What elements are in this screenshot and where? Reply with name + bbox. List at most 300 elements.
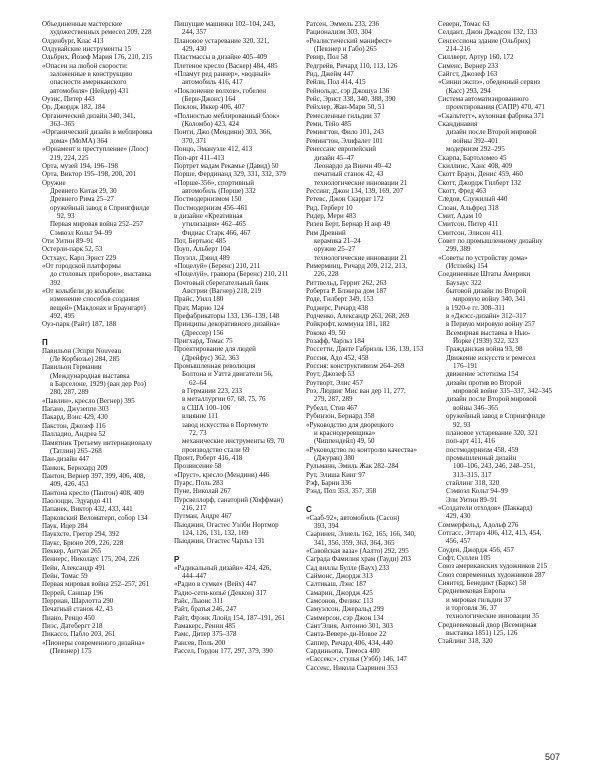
index-subentry: плановое устаревание 320, 321 bbox=[446, 428, 538, 437]
index-entry: Пеннерс, Николаус 175, 204, 226 bbox=[42, 555, 140, 564]
index-entry: Оружие bbox=[42, 178, 66, 187]
index-entry: Сассекс, Никола Сааринен 353 bbox=[306, 663, 398, 672]
index-entry: Пейн, Томас 59 bbox=[42, 572, 88, 580]
index-entry: Парковский Веломатерп, собор 134 bbox=[42, 513, 148, 522]
index-subentry: (Дрейфус) 362, 363 bbox=[182, 353, 240, 362]
index-subentry: (Дрессер) 156 bbox=[182, 328, 224, 337]
index-entry: Рульманн, Эмиль Жак 282–284 bbox=[306, 462, 399, 471]
index-subentry: керамика 21–24 bbox=[314, 236, 361, 245]
index-entry: Рейхлер, Жан-Мари 50, 51 bbox=[306, 103, 385, 112]
index-subentry: 429, 430 bbox=[182, 45, 207, 54]
index-subentry: 370, 371 bbox=[182, 136, 207, 145]
index-subentry: 456, 457 bbox=[446, 537, 471, 546]
index-subentry: 341, 356, 359, 363, 364, 365 bbox=[314, 538, 395, 547]
index-entry: «Поцелуй» (Беренс) 210, 211 bbox=[174, 261, 261, 270]
index-entry: Пиано, Ренцо 450 bbox=[42, 613, 95, 622]
index-column-3 bbox=[306, 20, 430, 748]
index-entry: «Сааб-92», автомобиль (Сасон) bbox=[306, 513, 400, 522]
index-entry: «Пионеры современного дизайна» bbox=[42, 638, 145, 647]
index-subentry: 244, 357 bbox=[182, 28, 207, 37]
index-entry: «Пламут ред раннер», «водный» bbox=[174, 70, 271, 79]
index-entry: Роджерс, Ричард 438 bbox=[306, 303, 369, 312]
index-entry: Порше, Фердинанд 329, 331, 332, 379 bbox=[174, 170, 286, 179]
index-entry: Проектирование для людей bbox=[174, 345, 256, 354]
index-entry: Ор, Джордж 182, 184 bbox=[42, 103, 106, 112]
index-subentry: (Коломбо) 423, 424 bbox=[182, 120, 239, 129]
index-entry: «Радио в сумке» (Вейх) 447 bbox=[174, 580, 257, 589]
index-entry: Поп-арт 411–413 bbox=[174, 153, 225, 162]
section-gap bbox=[174, 546, 298, 551]
index-entry: Пакстон, Джозеф 116 bbox=[42, 421, 106, 430]
index-subentry: Эли Уитни 89–91 bbox=[446, 495, 498, 504]
index-entry: «Реалистический манифест» bbox=[306, 36, 392, 45]
index-entry: Пурсвеллорф, санаторий (Хоффман) bbox=[174, 495, 283, 504]
index-subentry: Древнего Рима 25–27 bbox=[50, 195, 114, 204]
index-subentry: влияние 111 bbox=[182, 412, 219, 421]
index-entry: Паукхсте, Грегор 294, 392 bbox=[42, 530, 119, 539]
index-entry: Пьюджин, Огастес Чарльз 131 bbox=[174, 537, 265, 546]
index-entry: Паукс, Брюно 209, 226, 228 bbox=[42, 538, 124, 547]
index-entry: Средневековый двор (Всемирная bbox=[438, 620, 537, 629]
section-letter: Р bbox=[174, 554, 180, 564]
index-entry: Рейс, Эрнст 338, 340, 388, 390 bbox=[306, 95, 396, 104]
index-entry: Сименс, Вернер 233 bbox=[438, 61, 499, 70]
index-subentry: автомобиля» (Нейдер) 431 bbox=[50, 86, 129, 95]
index-entry: Павильон Германии bbox=[42, 363, 102, 372]
index-entry: «От городской платформы bbox=[42, 261, 121, 270]
index-entry: Сиянтед, Бенедикт (Баркс) 58 bbox=[438, 579, 527, 588]
index-entry: Первая мировая война 252–257, 261 bbox=[42, 580, 150, 589]
index-subentry: печатный станок 42, 43 bbox=[314, 170, 384, 179]
index-entry: Средневековая Европа bbox=[438, 587, 506, 596]
index-entry: Смит, Адам 10 bbox=[438, 211, 482, 220]
index-entry: Райт, братья 246, 247 bbox=[174, 605, 237, 614]
index-subentry: Всемирная выставка в Нью- bbox=[446, 328, 531, 337]
index-subentry: дизайн после Второй мировой bbox=[446, 128, 537, 137]
index-subentry: механические инструменты 69, 70 bbox=[182, 437, 285, 446]
index-subentry: Первая мировая война 252–257 bbox=[50, 220, 144, 229]
index-entry: Скотт Браун, Денис 459, 460 bbox=[438, 170, 523, 179]
index-subentry: Древнего Китая 29, 30 bbox=[50, 186, 117, 195]
index-subentry: 279, 287, 289 bbox=[314, 395, 353, 404]
index-subentry: (Берн-Джонс) 164 bbox=[182, 95, 236, 104]
index-entry: Паук, Ицер 284 bbox=[42, 521, 88, 530]
index-entry: Соммерфельд, Адольф 276 bbox=[438, 520, 519, 529]
index-subentry: 363–365 bbox=[50, 120, 75, 129]
index-entry: Рамс, Дитер 375–378 bbox=[174, 630, 237, 639]
index-entry: Павильон (Эспри Nouveau bbox=[42, 346, 121, 355]
index-entry: Рококо 49, 50 bbox=[306, 328, 346, 337]
index-entry: Ратсен, Эммель 233, 236 bbox=[306, 20, 380, 28]
index-subentry: движение эстетизма 154 bbox=[446, 370, 519, 379]
index-entry: Соединенные Штаты Америки bbox=[438, 270, 531, 279]
index-entry: Россия: конструктивизм 264–269 bbox=[306, 362, 405, 371]
index-entry: Райс, Льюис 311 bbox=[174, 597, 224, 606]
index-entry: Орта, Виктор 195–198, 200, 201 bbox=[42, 170, 137, 179]
index-subentry: 409, 426, 453 bbox=[50, 480, 89, 489]
index-entry: Пан-дизайн 447 bbox=[42, 455, 90, 464]
index-column-1 bbox=[42, 20, 166, 748]
index-subentry: мировой войне 335–337, 342–345 bbox=[453, 387, 553, 396]
index-subentry: дизайн после Второй мировой bbox=[446, 395, 537, 404]
index-entry: Рессинг, Джон 134, 139, 169, 207 bbox=[306, 186, 404, 195]
index-entry: Пеккер, Антуан 265 bbox=[42, 546, 102, 555]
index-entry: Панкок, Бернхард 209 bbox=[42, 463, 108, 472]
index-subentry: дома» (МоМА) 364 bbox=[50, 136, 108, 145]
index-entry: Ревир, Пол 58 bbox=[306, 53, 348, 62]
index-subentry: 429, 430 bbox=[446, 512, 471, 521]
index-entry: Памятник Третьему интернационалу bbox=[42, 438, 153, 447]
index-entry: Ретевс, Джон Скаррат 172 bbox=[306, 195, 384, 204]
index-subentry: 313–315, 317 bbox=[453, 470, 492, 479]
index-subentry: в Германии 223, 233 bbox=[182, 387, 243, 396]
index-subentry: мировую войну 340, 341 bbox=[453, 295, 526, 304]
index-entry: Родченко, Александр 263, 268, 269 bbox=[306, 312, 410, 321]
index-entry: «Руководство для дворецкого bbox=[306, 420, 394, 429]
index-entry: Роде, Гилберт 349, 153 bbox=[306, 295, 374, 304]
index-entry: Плановое устаревание 320, 321, bbox=[174, 36, 269, 45]
index-entry: Роут, Джозеф 53 bbox=[306, 370, 355, 379]
index-subentry: технологические инновации 35 bbox=[446, 612, 540, 621]
index-entry: Саппер, Ричард 406, 434, 440 bbox=[306, 638, 393, 647]
index-entry: «Синни экспэ», обеденный сервиз bbox=[438, 78, 540, 87]
index-entry: Самуэлсон, Джеральд 299 bbox=[306, 605, 384, 614]
index-entry: Пантон, Вернер 397, 399, 406, 408, bbox=[42, 471, 146, 480]
index-entry: Рубинзон, Бернард 358 bbox=[306, 412, 375, 421]
section-letter: П bbox=[42, 337, 48, 347]
index-entry: Почтовый сберегательный банк bbox=[174, 278, 269, 287]
index-entry: Ремесленные гильдии 37 bbox=[306, 111, 381, 120]
index-entry: Пикассо, Пабло 203, 261 bbox=[42, 630, 116, 639]
index-entry: Радио-сети-копьё (Деккон) 317 bbox=[174, 588, 267, 597]
index-subentry: (Певзнер) 175 bbox=[50, 647, 92, 656]
index-entry: Пуне, Николай 267 bbox=[174, 487, 231, 496]
index-entry: Софт, Суллен 105 bbox=[438, 554, 491, 562]
index-subentry: постмодернизм 458, 459 bbox=[446, 445, 519, 454]
index-entry: Сааринен, Элиель 162, 165, 166, 340, bbox=[306, 530, 416, 539]
index-subentry: опасности американского bbox=[50, 78, 127, 87]
index-entry: Пригхард, Томас 75 bbox=[174, 337, 233, 346]
index-entry: Ридер, Мери 483 bbox=[306, 211, 357, 220]
index-entry: Олденбург, Клас 413 bbox=[42, 36, 104, 45]
index-subentry: утилизация» 462–465 bbox=[182, 220, 246, 229]
index-entry: Оти Уитни 89–91 bbox=[42, 236, 94, 245]
section-gap bbox=[306, 496, 430, 501]
index-entry: Папанек, Виктор 432, 433, 441 bbox=[42, 505, 133, 514]
index-columns bbox=[42, 20, 562, 748]
index-entry: Сенсессиона здание (Ольбрих) bbox=[438, 36, 531, 45]
index-column-2 bbox=[174, 20, 298, 748]
index-subentry: Йорке (1939) 322, 323 bbox=[453, 337, 519, 346]
index-entry: Рут, Элиша Кинг 97 bbox=[306, 470, 366, 479]
index-entry: Паолоцци, Эдуардо 411 bbox=[42, 496, 113, 505]
index-subentry: Сэмюэл Кольт 94–99 bbox=[446, 487, 508, 496]
index-entry: Объединенные мастерские bbox=[42, 20, 122, 28]
index-entry: Рансев, Поль 200 bbox=[174, 638, 226, 647]
index-entry: Самарин, Джордж 425 bbox=[306, 588, 373, 597]
index-entry: Пронт, Роберт 416, 418 bbox=[174, 453, 243, 462]
index-entry: в дизайне «Креативная bbox=[174, 211, 243, 220]
index-subentry: выставка 1851) 125, 126 bbox=[446, 629, 518, 638]
index-entry: Рамакерс, Ренни 485 bbox=[174, 622, 236, 631]
index-entry: Смитсон, Элисон 411 bbox=[438, 228, 502, 237]
index-subentry: Болтона и Уатта двигатели 56, bbox=[182, 370, 273, 379]
index-subentry: оружейный завод в Спрингфилде bbox=[50, 203, 150, 212]
index-entry: Постмодернизм 456–461 bbox=[174, 203, 248, 212]
index-subentry: в «Джэсс-дизайн» 312–317 bbox=[446, 312, 527, 321]
index-subentry: (Джуран) 380 bbox=[314, 453, 355, 462]
index-entry: Самсонов, Феликс 113 bbox=[306, 597, 374, 606]
index-entry: Рейли, Пол 414, 415 bbox=[306, 78, 366, 87]
index-entry: Портрет мадам Рекамье (Давид) 50 bbox=[174, 161, 279, 170]
index-entry: «Полностью меблированный блок» bbox=[174, 111, 280, 120]
index-entry: Слоан, Альфред 318 bbox=[438, 203, 499, 212]
index-subentry: (Истлейк) 154 bbox=[446, 261, 488, 270]
index-subentry: 92, 93 bbox=[453, 420, 471, 429]
index-subentry: художественных ремесел 209, 228 bbox=[50, 28, 152, 37]
index-entry: Рубелл, Стив 467 bbox=[306, 403, 358, 412]
index-entry: Пластмассы в дизайне 405–409 bbox=[174, 53, 268, 62]
index-entry: Рассел, Гордон 177, 297, 379, 390 bbox=[174, 647, 273, 656]
index-entry: Поклон, Иккер 406, 407 bbox=[174, 103, 245, 112]
index-entry: Стайлинг 318, 320 bbox=[438, 637, 493, 646]
index-subentry: в 1920-е гг. 308–311 bbox=[446, 303, 505, 312]
index-entry: «Орнамент и преступление» (Лоос) bbox=[42, 145, 149, 154]
index-entry: Поуэлл, Дэвид 489 bbox=[174, 253, 230, 262]
index-entry: Оуэ-парк (Райт) 187, 188 bbox=[42, 320, 117, 329]
index-subentry: 392 bbox=[50, 278, 61, 287]
index-entry: Салтикаш, Лэнс 187 bbox=[306, 580, 367, 589]
index-subentry: и краснодеревщика» bbox=[314, 428, 376, 437]
index-entry: «Сассекс», стулья (Уэбб) 146, 147 bbox=[306, 655, 407, 664]
index-subentry: (Чиппендейл) 49, 50 bbox=[314, 437, 375, 446]
index-entry: «Савойская ваза» (Аалто) 292, 295 bbox=[306, 546, 409, 555]
index-subentry: до столовых приборов», выставка bbox=[50, 270, 151, 279]
index-entry: «Пруст», кресло (Мендини) 446 bbox=[174, 470, 270, 479]
index-entry: Ремингтон, Фило 101, 243 bbox=[306, 128, 384, 137]
section-letter: С bbox=[306, 504, 312, 514]
index-entry: Ремингтон, Элифалет 101 bbox=[306, 136, 383, 145]
index-entry: Понцо, Эмануэле 412, 413 bbox=[174, 145, 253, 154]
index-entry: Селдант, Джон Джадсон 132, 133 bbox=[438, 28, 538, 37]
index-subentry: Движение искусств и ремесел bbox=[446, 353, 536, 362]
index-subentry: в металлургии 67, 68, 75, 76 bbox=[182, 395, 266, 404]
index-subentry: поп-арт 411, 416 bbox=[446, 437, 495, 446]
index-entry: Россетти, Данте Габриэль 136, 139, 153 bbox=[306, 345, 424, 354]
index-entry: «Поклонение волхов», гобелен bbox=[174, 86, 266, 95]
index-entry: «Поцелуй», гравюра (Беренс) 210, 211 bbox=[174, 270, 289, 279]
page-number: 507 bbox=[544, 752, 560, 762]
index-entry: Ренессанс европейский bbox=[306, 145, 376, 154]
index-entry: Скотт, Джордж Гилберт 132 bbox=[438, 178, 522, 187]
index-entry: Палладио, Андреа 52 bbox=[42, 430, 106, 439]
index-entry: Рим Древний bbox=[306, 228, 346, 237]
index-subentry: Леонардо да Винчи 40–42 bbox=[314, 161, 392, 170]
index-entry: Розафф, Чарльз 184 bbox=[306, 337, 365, 346]
index-subentry: и торговля 36, 37 bbox=[446, 604, 497, 613]
index-subentry: (Международная выставка bbox=[50, 371, 130, 380]
index-entry: Перрей, Саншар 196 bbox=[42, 588, 104, 597]
index-entry: Сардиньопа, Тимоса 400 bbox=[306, 647, 380, 656]
index-entry: Скиллинс, Ханс 408, 409 bbox=[438, 161, 513, 170]
index-entry: Поуп, Альберт 104 bbox=[174, 245, 231, 254]
index-entry: «Руководство по контролю качества» bbox=[306, 445, 417, 454]
index-entry: Саммерсон, сэр Джон 134 bbox=[306, 613, 384, 622]
index-entry: Соуден, Джордж 456, 457 bbox=[438, 545, 514, 554]
index-entry: «Павлин», кресло (Вегнер) 395 bbox=[42, 396, 135, 405]
index-subentry: бытовой дизайн по Второй bbox=[446, 287, 527, 295]
index-entry: Рид, Джейм 447 bbox=[306, 70, 354, 79]
index-subentry: проектирования (САПР) 470, 471 bbox=[446, 103, 546, 112]
index-subentry: в США 100–106 bbox=[182, 403, 231, 412]
index-entry: Перриан, Шарлотта 290 bbox=[42, 597, 114, 606]
index-entry: Пейн, Александр 491 bbox=[42, 563, 106, 572]
index-entry: Рэнд, Пол 353, 357, 358 bbox=[306, 487, 377, 496]
index-entry: Роэ, Людвиг Мис ван дер 11, 277, bbox=[306, 387, 406, 396]
index-entry: Промышленная революция bbox=[174, 362, 256, 371]
index-entry: Рационализм 303, 304 bbox=[306, 28, 372, 37]
index-entry: Совет по промышленному дизайну bbox=[438, 236, 543, 245]
index-entry: «От колыбели до колыбели: bbox=[42, 287, 125, 295]
index-entry: Сайгст, Джозеф 163 bbox=[438, 70, 498, 79]
index-entry: Римерминц, Ричард 209, 212, 213, bbox=[306, 261, 407, 270]
index-entry: Орта, музей 194, 196–198 bbox=[42, 161, 119, 170]
index-entry: Пот, Бертьюс 485 bbox=[174, 236, 226, 245]
index-entry: Пакард, Вэнс 429, 430 bbox=[42, 413, 108, 422]
index-subentry: дизайн 45–47 bbox=[314, 153, 354, 162]
index-subentry: 72, 73 bbox=[189, 428, 207, 437]
index-entry: Понти, Джо (Мендини) 303, 366, bbox=[174, 128, 272, 137]
index-entry: «Скальтетт», кухонная фабрика 371 bbox=[438, 111, 545, 120]
index-column-4 bbox=[438, 20, 562, 748]
index-entry: Прайс, Уилл 180 bbox=[174, 295, 224, 304]
index-entry: Остерли-парк 52, 53 bbox=[42, 245, 103, 254]
index-entry: Плетеное кресло (Васкер) 484, 485 bbox=[174, 61, 278, 70]
index-entry: Райт, Фрэнк Ллойд 154, 187–191, 261 bbox=[174, 613, 286, 622]
index-entry: Россия, Адо 452, 458 bbox=[306, 353, 369, 362]
index-entry: Система автоматизированного bbox=[438, 95, 529, 104]
index-subentry: 280, 287, 289 bbox=[50, 388, 89, 397]
index-subentry: 214–216 bbox=[446, 45, 471, 54]
index-subentry: технологические инновации 21 bbox=[314, 178, 408, 187]
index-subentry: войны 392–401 bbox=[453, 136, 499, 145]
index-subentry: 226, 228 bbox=[314, 270, 339, 279]
index-entry: Скарпа, Бартоломео 45 bbox=[438, 153, 507, 162]
index-subentry: (Татлин) 265–268 bbox=[50, 446, 102, 455]
index-entry: «Создатели отходов» (Паккард) bbox=[438, 503, 533, 512]
index-entry: Риттвельд, Геррит 262, 263 bbox=[306, 278, 387, 287]
index-subentry: (Ле Корбюзье) 284, 285 bbox=[50, 355, 120, 364]
index-entry: Саймонс, Джордж 313 bbox=[306, 572, 373, 580]
index-entry: Префабрикаторы 133, 136–139, 148 bbox=[174, 312, 280, 321]
index-entry: Ризен Берт, Бернар Н анр 49 bbox=[306, 220, 391, 229]
index-subentry: промышленный дизайн bbox=[446, 453, 517, 462]
index-subentry: Фидиас Старк 466, 467 bbox=[182, 228, 251, 237]
index-subentry: (Касс) 293, 294 bbox=[446, 86, 491, 95]
index-entry: Сотгасс, Эттарэ 406, 412, 413, 454, bbox=[438, 528, 542, 537]
index-entry: Постмодернизмом 150 bbox=[174, 195, 242, 204]
index-entry: Прат, Марио 124 bbox=[174, 303, 224, 312]
index-subentry: оружие 25–27 bbox=[314, 245, 356, 254]
index-entry: «Органический дизайн в меблировка bbox=[42, 128, 153, 137]
index-subentry: 393, 394 bbox=[314, 521, 339, 530]
index-entry: «Радикальный дизайн» 424, 426, bbox=[174, 563, 272, 572]
index-entry: Пишущие машинки 102–104, 243, bbox=[174, 20, 276, 28]
index-entry: «Опасен на любой скорости: bbox=[42, 61, 128, 70]
index-entry: Смитсон, Питер 411 bbox=[438, 220, 499, 229]
index-subentry: 219, 224, 225 bbox=[50, 153, 89, 162]
index-entry: Пантона кресло (Пантон) 408, 409 bbox=[42, 488, 145, 497]
index-entry: Рид, Герберт 10 bbox=[306, 203, 353, 212]
index-entry: Принципы декоративного дизайна» bbox=[174, 320, 280, 329]
index-subentry: 299, 389 bbox=[446, 245, 471, 254]
index-entry: Пагано, Джузеппе 303 bbox=[42, 405, 109, 414]
index-entry: Пьюджин, Огастес Уэлби Нортмор bbox=[174, 520, 279, 529]
section-gap bbox=[42, 329, 166, 334]
index-entry: Союз американских художников 215 bbox=[438, 562, 548, 571]
index-subentry: оружейный завод в Спрингфилде bbox=[446, 412, 546, 421]
index-subentry: в Барселоне, 1929) (ван дер Роэ) bbox=[50, 380, 147, 389]
index-subentry: 92, 93 bbox=[57, 211, 75, 220]
index-entry: Прозвисение 58 bbox=[174, 462, 222, 471]
index-entry: Сад виллы Булле (Баух) 233 bbox=[306, 563, 390, 572]
index-subentry: 62–64 bbox=[189, 378, 207, 387]
index-subentry: заложенные в конструкцию bbox=[50, 70, 133, 79]
index-entry: Пиэс, Датебергт 218 bbox=[42, 622, 103, 631]
index-entry: Реми, Тейо 485 bbox=[306, 120, 352, 129]
index-entry: Сант'Элия, Антонио 301, 303 bbox=[306, 622, 393, 631]
index-entry: Редгрейв, Ричард 110, 113, 126 bbox=[306, 61, 398, 70]
index-entry: Ройкрофт, коммуна 181, 182 bbox=[306, 320, 390, 329]
index-subentry: Гражданская война 93, 98 bbox=[446, 345, 523, 354]
index-subentry: стайлинг 318, 320 bbox=[446, 478, 500, 487]
index-subentry: 176–191 bbox=[453, 362, 478, 371]
index-entry: Олдувайские инструменты 15 bbox=[42, 45, 132, 54]
index-subentry: Австрии (Вагнер) 218, 219 bbox=[182, 287, 262, 295]
index-entry: Скандинавия bbox=[438, 120, 478, 129]
index-entry: Оуэнс, Питер 443 bbox=[42, 95, 95, 104]
index-entry: Ольбрих, Йозеф Мария 176, 210, 215 bbox=[42, 53, 153, 62]
index-entry: «Советы по устройству дома» bbox=[438, 253, 528, 262]
index-subentry: 444–447 bbox=[182, 572, 207, 580]
index-entry: Скотт, Фред 463 bbox=[438, 186, 487, 195]
index-subentry: и мировая гильдии 37 bbox=[446, 595, 512, 604]
index-entry: Следов, Служилый 440 bbox=[438, 195, 508, 204]
index-entry: Саграда Фамилия храм (Гауди) 203 bbox=[306, 555, 411, 564]
index-subentry: в Первую мировую войну 257 bbox=[446, 320, 535, 329]
index-entry: Северн, Томас 63 bbox=[438, 20, 490, 28]
index-subentry: автомобиль (Порше) 332 bbox=[182, 186, 256, 195]
index-entry: Силлверг, Артур 160, 172 bbox=[438, 53, 514, 62]
index-subentry: завод искусства в Портемуте bbox=[182, 420, 269, 429]
index-subentry: технологические инновации 21 bbox=[314, 253, 408, 262]
index-entry: Санта-Вевере-ди-Новое 22 bbox=[306, 630, 387, 639]
index-entry: Остхаус, Карл Эрнст 229 bbox=[42, 253, 117, 262]
index-entry: Роберта Р. Блэкера дом 187 bbox=[306, 287, 387, 295]
index-subentry: 124, 126, 131, 132, 169 bbox=[182, 528, 249, 537]
index-subentry: производство стали 69 bbox=[182, 445, 250, 454]
index-subentry: войны 346–365 bbox=[453, 403, 499, 412]
index-subentry: автомобиль 416, 417 bbox=[182, 78, 243, 87]
index-subentry: 100–106, 243, 246, 248–251, bbox=[453, 462, 536, 471]
index-subentry: изменение способов создания bbox=[50, 295, 140, 304]
index-subentry: вещей» (Макдонах и Браунгарт) bbox=[50, 303, 146, 312]
index-subentry: дизайн против во Второй bbox=[446, 378, 522, 387]
index-entry: Рейнольдс, сэр Джошуа 136 bbox=[306, 86, 390, 95]
index-entry: Печатный станок 42, 43 bbox=[42, 605, 113, 614]
index-entry: «Порше-356», спортивный bbox=[174, 178, 254, 187]
index-entry: Рэф, Барни 336 bbox=[306, 478, 352, 487]
